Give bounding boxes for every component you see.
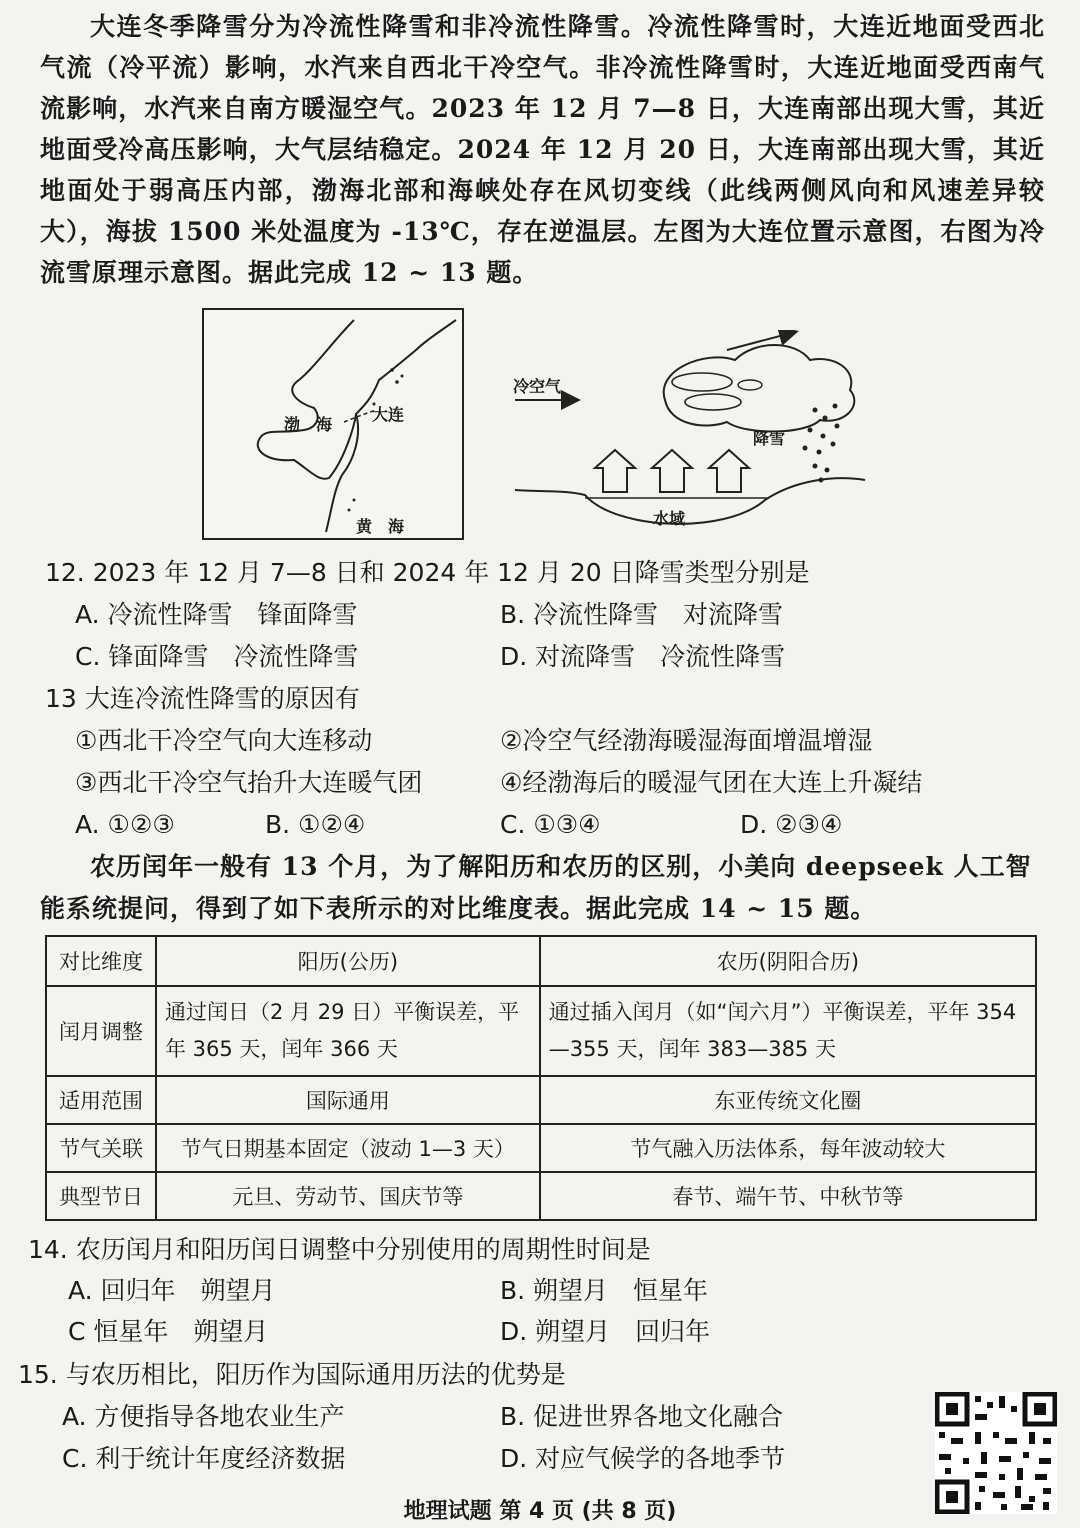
question-13-stem: 13 大连冷流性降雪的原因有: [45, 684, 360, 713]
diagram-drawing: [505, 330, 875, 540]
q15-option-a[interactable]: A. 方便指导各地农业生产: [62, 1402, 345, 1431]
table-cell: 元旦、劳动节、国庆节等: [156, 1172, 540, 1220]
huanghai-label: 黄 海: [356, 517, 405, 536]
cold-flow-snow-diagram: [505, 330, 875, 540]
cold-air-label: 冷空气: [513, 377, 562, 396]
table-cell: 适用范围: [46, 1076, 156, 1124]
table-cell: 节气日期基本固定（波动 1—3 天）: [156, 1124, 540, 1172]
q15-option-c[interactable]: C. 利于统计年度经济数据: [62, 1444, 346, 1473]
table-cell: 典型节日: [46, 1172, 156, 1220]
table-cell: 闰月调整: [46, 986, 156, 1076]
q14-option-c[interactable]: C 恒星年 朔望月: [68, 1317, 269, 1346]
q15-option-d[interactable]: D. 对应气候学的各地季节: [500, 1444, 786, 1473]
q12-option-d[interactable]: D. 对流降雪 冷流性降雪: [500, 642, 786, 671]
snowfall-label: 降雪: [753, 429, 786, 448]
dalian-label: 大连: [372, 405, 405, 424]
q12-option-a[interactable]: A. 冷流性降雪 锋面降雪: [75, 600, 358, 629]
bohai-label: 渤 海: [284, 415, 333, 434]
water-label: 水域: [653, 509, 686, 528]
coastline-drawing: [204, 310, 462, 538]
table-header-lunar: 农历(阴阳合历): [540, 936, 1036, 986]
snowflakes: [803, 404, 840, 483]
question-14-stem: 14. 农历闰月和阳历闰日调整中分别使用的周期性时间是: [28, 1235, 651, 1264]
intro-text: 大连冬季降雪分为冷流性降雪和非冷流性降雪。冷流性降雪时，大连近地面受西北气流（冷平流）影响，水汽来自西北干冷空气。非冷流性降雪时，大连近地面受西南气流影响，水汽来自南方暖湿空气。2023 年 12 月 7—8 日，大连南部出现大雪，其近地面受冷高压影响，大气层结稳定。2024 年 12 月 20 日，大连南部出现大雪，其近地面处于弱高压内部，渤海北部和海峡处存在风切变线（此线两侧风向和风速差异较大），海拔 1500 米处温度为 -13℃，存在逆温层。左图为大连位置示意图，右图为冷流雪原理示意图。据此完成 12 ~ 13 题。: [40, 12, 1045, 287]
q14-option-a[interactable]: A. 回归年 朔望月: [68, 1276, 276, 1305]
q13-option-c[interactable]: C. ①③④: [500, 810, 601, 839]
q13-statement-2: ②冷空气经渤海暖湿海面增温增湿: [500, 726, 873, 755]
question-15-stem: 15. 与农历相比，阳历作为国际通用历法的优势是: [18, 1360, 566, 1389]
page-footer: 地理试题 第 4 页 (共 8 页): [403, 1499, 677, 1524]
q13-option-d[interactable]: D. ②③④: [740, 810, 843, 839]
q14-option-b[interactable]: B. 朔望月 恒星年: [500, 1276, 709, 1305]
table-cell: 春节、端午节、中秋节等: [540, 1172, 1036, 1220]
calendar-intro-paragraph: [40, 846, 1045, 930]
q12-option-b[interactable]: B. 冷流性降雪 对流降雪: [500, 600, 784, 629]
table-cell: 东亚传统文化圈: [540, 1076, 1036, 1124]
table-cell: 国际通用: [156, 1076, 540, 1124]
updraft-arrows: [595, 450, 749, 492]
table-row: [46, 986, 1036, 1076]
table-cell: 节气融入历法体系，每年波动较大: [540, 1124, 1036, 1172]
dalian-location-map: [202, 308, 464, 540]
q12-option-c[interactable]: C. 锋面降雪 冷流性降雪: [75, 642, 359, 671]
table-row: [46, 1124, 1036, 1172]
table-row: [46, 1172, 1036, 1220]
q13-statement-4: ④经渤海后的暖湿气团在大连上升凝结: [500, 768, 923, 797]
q13-statement-3: ③西北干冷空气抬升大连暖气团: [75, 768, 423, 797]
table-cell: 通过插入闰月（如“闰六月”）平衡误差，平年 354—355 天，闰年 383—385 天: [540, 986, 1036, 1076]
calendar-intro-text: 农历闰年一般有 13 个月，为了解阳历和农历的区别，小美向 deepseek 人工智能系统提问，得到了如下表所示的对比维度表。据此完成 14 ~ 15 题。: [40, 852, 1032, 923]
q14-option-d[interactable]: D. 朔望月 回归年: [500, 1317, 711, 1346]
q15-option-b[interactable]: B. 促进世界各地文化融合: [500, 1402, 784, 1431]
table-header-dimension: 对比维度: [46, 936, 156, 986]
q13-option-a[interactable]: A. ①②③: [75, 810, 175, 839]
calendar-comparison-table: [45, 935, 1037, 1221]
table-cell: 节气关联: [46, 1124, 156, 1172]
intro-paragraph: [40, 6, 1045, 293]
q13-option-b[interactable]: B. ①②④: [265, 810, 366, 839]
table-header-row: [46, 936, 1036, 986]
table-cell: 通过闰日（2 月 29 日）平衡误差，平年 365 天，闰年 366 天: [156, 986, 540, 1076]
table-row: [46, 1076, 1036, 1124]
ground-surface: [515, 478, 865, 524]
table-header-solar: 阳历(公历): [156, 936, 540, 986]
q13-statement-1: ①西北干冷空气向大连移动: [75, 726, 373, 755]
question-12-stem: 12. 2023 年 12 月 7—8 日和 2024 年 12 月 20 日降雪类型分别是: [45, 558, 810, 587]
